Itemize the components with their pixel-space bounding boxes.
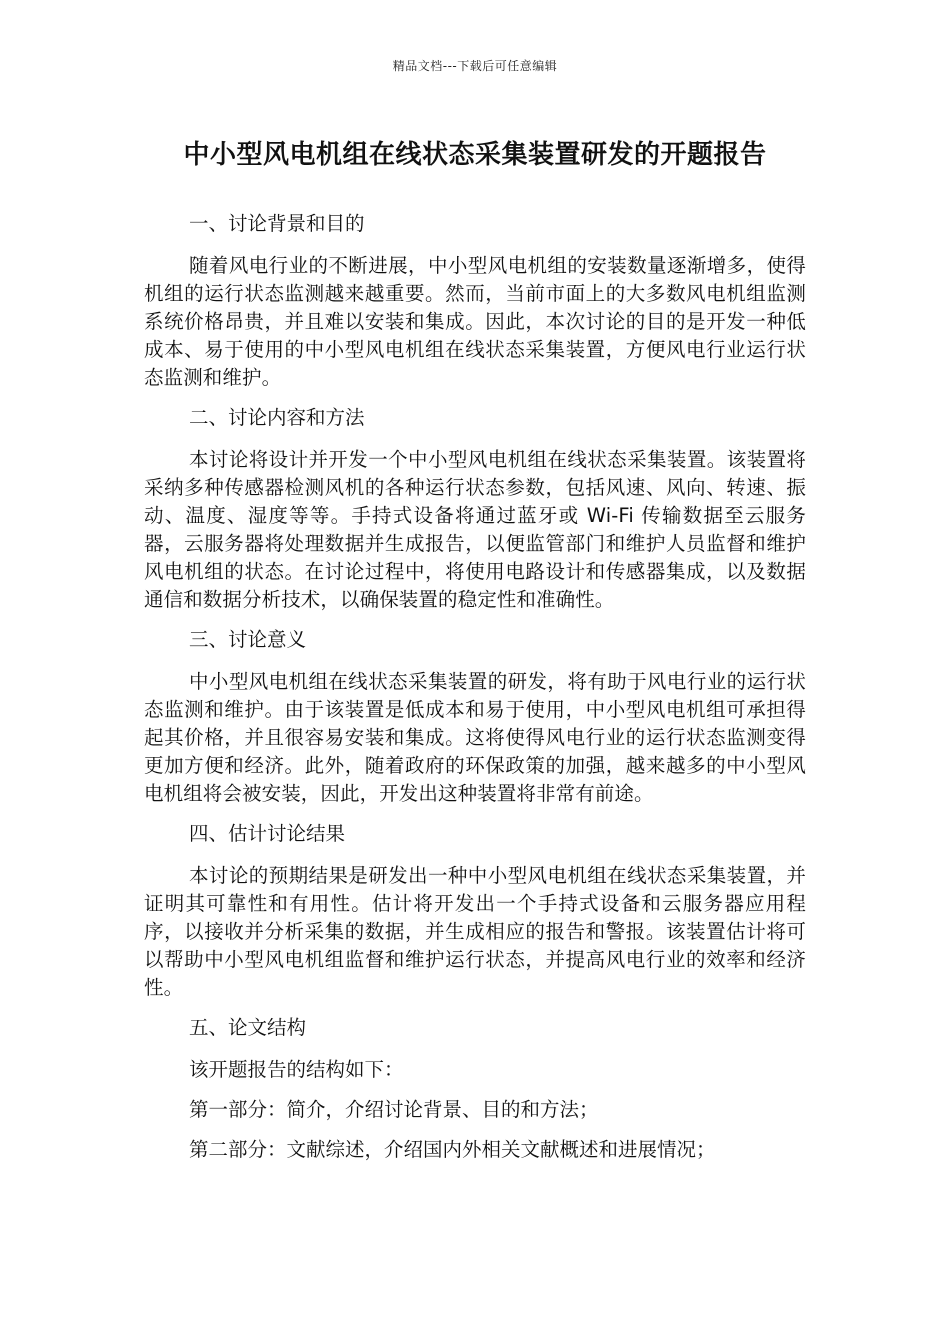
- document-title: 中小型风电机组在线状态采集装置研发的开题报告: [183, 140, 767, 170]
- section-paragraph-background: 随着风电行业的不断进展，中小型风电机组的安装数量逐渐增多，使得机组的运行状态监测越来越重要。然而，当前市面上的大多数风电机组监测系统价格昂贵，并且难以安装和集成。因此，本次讨论的目的是开发一种低成本、易于使用的中小型风电机组在线状态采集装置，方便风电行业运行状态监测和维护。: [144, 254, 806, 389]
- document-body: [144, 210, 806, 1176]
- structure-item: 第二部分：文献综述，介绍国内外相关文献概述和进展情况；: [189, 1138, 716, 1161]
- section-heading-significance: 三、讨论意义: [189, 628, 307, 651]
- section-heading-content-method: 二、讨论内容和方法: [189, 406, 365, 429]
- section-heading-expected-results: 四、估计讨论结果: [189, 822, 346, 845]
- structure-item: 第一部分：简介，介绍讨论背景、目的和方法；: [189, 1098, 599, 1121]
- header-note: 精品文档---下载后可任意编辑: [392, 59, 558, 73]
- structure-intro: 该开题报告的结构如下：: [189, 1058, 404, 1081]
- section-paragraph-content-method: 本讨论将设计并开发一个中小型风电机组在线状态采集装置。该装置将采纳多种传感器检测风机的各种运行状态参数，包括风速、风向、转速、振动、温度、湿度等等。手持式设备将通过蓝牙或 Wi-Fi 传输数据至云服务器，云服务器将处理数据并生成报告，以便监管部门和维护人员监督和维护风电机组的状态。在讨论过程中，将使用电路设计和传感器集成，以及数据通信和数据分析技术，以确保装置的稳定性和准确性。: [144, 448, 806, 611]
- section-heading-structure: 五、论文结构: [189, 1016, 307, 1039]
- section-heading-background: 一、讨论背景和目的: [189, 212, 365, 235]
- section-paragraph-significance: 中小型风电机组在线状态采集装置的研发，将有助于风电行业的运行状态监测和维护。由于该装置是低成本和易于使用，中小型风电机组可承担得起其价格，并且很容易安装和集成。这将使得风电行业的运行状态监测变得更加方便和经济。此外，随着政府的环保政策的加强，越来越多的中小型风电机组将会被安装，因此，开发出这种装置将非常有前途。: [144, 670, 806, 805]
- section-paragraph-expected-results: 本讨论的预期结果是研发出一种中小型风电机组在线状态采集装置，并证明其可靠性和有用性。估计将开发出一个手持式设备和云服务器应用程序，以接收并分析采集的数据，并生成相应的报告和警报。该装置估计将可以帮助中小型风电机组监督和维护运行状态，并提高风电行业的效率和经济性。: [144, 864, 806, 999]
